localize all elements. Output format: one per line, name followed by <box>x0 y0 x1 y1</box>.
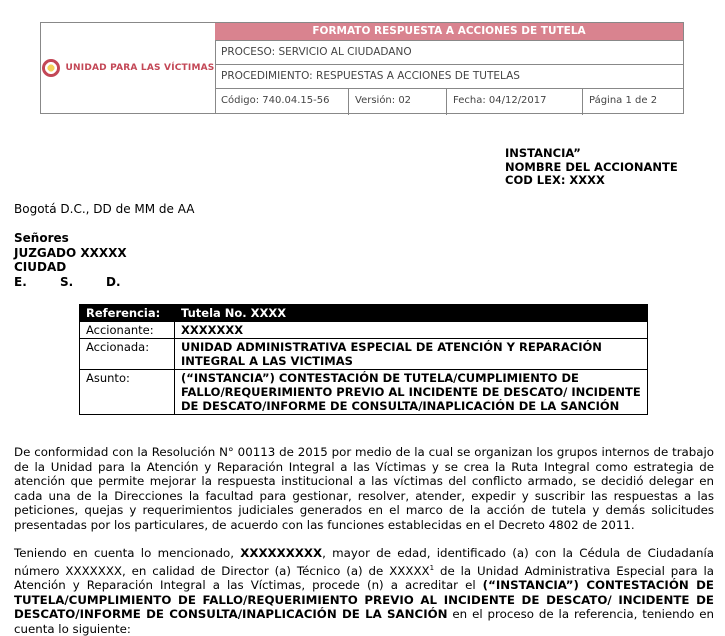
codigo: Código: 740.04.15-56 <box>215 89 349 115</box>
accionada-value: UNIDAD ADMINISTRATIVA ESPECIAL DE ATENCIÓN Y REPARACIÓN INTEGRAL A LAS VICTIMAS <box>175 339 648 370</box>
addressee-court: JUZGADO XXXXX <box>14 245 127 260</box>
pagina: Página 1 de 2 <box>589 95 658 106</box>
p2-text: , mayor de edad, identificado (a) con la Cédula de Ciudadanía número XXXXXXX, en calidad de Director (a) Técnico (a) de XXXXX <box>14 546 714 578</box>
p2-instance: (“INSTANCIA”) CONTESTACIÓN DE TUTELA/CUMPLIMIENTO DE FALLO/REQUERIMIENTO PREVIO AL INCIDENTE DE DESCATO/ INCIDENTE DE DESCATO/INFORME DE CONSULTA/INAPLICACIÓN DE LA SANCIÓN <box>14 578 714 622</box>
esd-line <box>14 275 152 290</box>
accionante-name: NOMBRE DEL ACCIONANTE <box>505 159 678 174</box>
p2-text: de la Unidad Administrativa Especial para la Atención y Reparación Integral a las Víctimas, procede (n) a acreditar el <box>14 563 714 593</box>
instance-line: INSTANCIA” <box>505 146 581 160</box>
accionante-label: Accionante: <box>80 322 175 339</box>
logo-text: UNIDAD PARA LAS VÍCTIMAS <box>65 63 215 73</box>
document-header <box>40 22 684 114</box>
logo <box>41 23 216 113</box>
metadata-row <box>215 89 683 115</box>
footnote-ref[interactable]: 1 <box>429 563 435 572</box>
seal-icon <box>42 59 60 77</box>
p2-text: en el proceso de la referencia, teniendo en cuenta lo siguiente: <box>14 607 714 636</box>
asunto-label: Asunto: <box>80 370 175 415</box>
table-row <box>80 322 648 339</box>
procedimiento: PROCEDIMIENTO: RESPUESTAS A ACCIONES DE TUTELAS <box>215 65 683 89</box>
paragraph-resolution: De conformidad con la Resolución N° 00113 de 2015 por medio de la cual se organizan los grupos internos de trabajo de la Unidad para la Atención y Reparación Integral a las Víctimas y se crea la Ruta Integral como estrategia de atención que permite mejorar la respuesta institucional a las víctimas del conflicto armado, se decidió delegar en cada una de la Direcciones la facultad para gestionar, resolver, atender, expedir y suscribir las respuestas a las peticiones, quejas y requerimientos judiciales generados en el marco de la acción de tutela y demás solicitudes presentadas por los particulares, de acuerdo con las funciones establecidas en el Decreto 4802 de 2011. <box>14 445 714 532</box>
asunto-value: (“INSTANCIA”) CONTESTACIÓN DE TUTELA/CUMPLIMIENTO DE FALLO/REQUERIMIENTO PREVIO AL INCIDENTE DE DESCATO/ INCIDENTE DE DESCATO/INFORME DE CONSULTA/INAPLICACIÓN DE LA SANCIÓN <box>175 370 648 415</box>
table-row <box>80 370 648 415</box>
fecha: Fecha: 04/12/2017 <box>447 89 583 115</box>
referencia-value: Tutela No. XXXX <box>175 305 648 322</box>
addressee-salutation: Señores <box>14 231 69 245</box>
date-line: Bogotá D.C., DD de MM de AA <box>14 202 195 216</box>
referencia-label: Referencia: <box>80 305 175 322</box>
cod-lex: COD LEX: XXXX <box>505 173 605 187</box>
paragraph-accreditation <box>14 546 714 636</box>
reference-table <box>79 304 648 415</box>
table-row <box>80 305 648 322</box>
table-row <box>80 339 648 370</box>
addressee-city: CIUDAD <box>14 260 67 274</box>
form-title: FORMATO RESPUESTA A ACCIONES DE TUTELA <box>215 23 683 41</box>
proceso: PROCESO: SERVICIO AL CIUDADANO <box>215 41 683 65</box>
accionante-value: XXXXXXX <box>175 322 648 339</box>
addressee <box>14 231 152 289</box>
accionada-label: Accionada: <box>80 339 175 370</box>
instance-block <box>505 147 678 188</box>
version: Versión: 02 <box>349 89 447 115</box>
esd-s: S. <box>60 274 74 289</box>
esd-e: E. <box>14 274 27 289</box>
p2-text: Teniendo en cuenta lo mencionado, <box>14 546 241 560</box>
p2-name: XXXXXXXXX <box>240 546 323 560</box>
esd-d: D. <box>106 274 121 289</box>
